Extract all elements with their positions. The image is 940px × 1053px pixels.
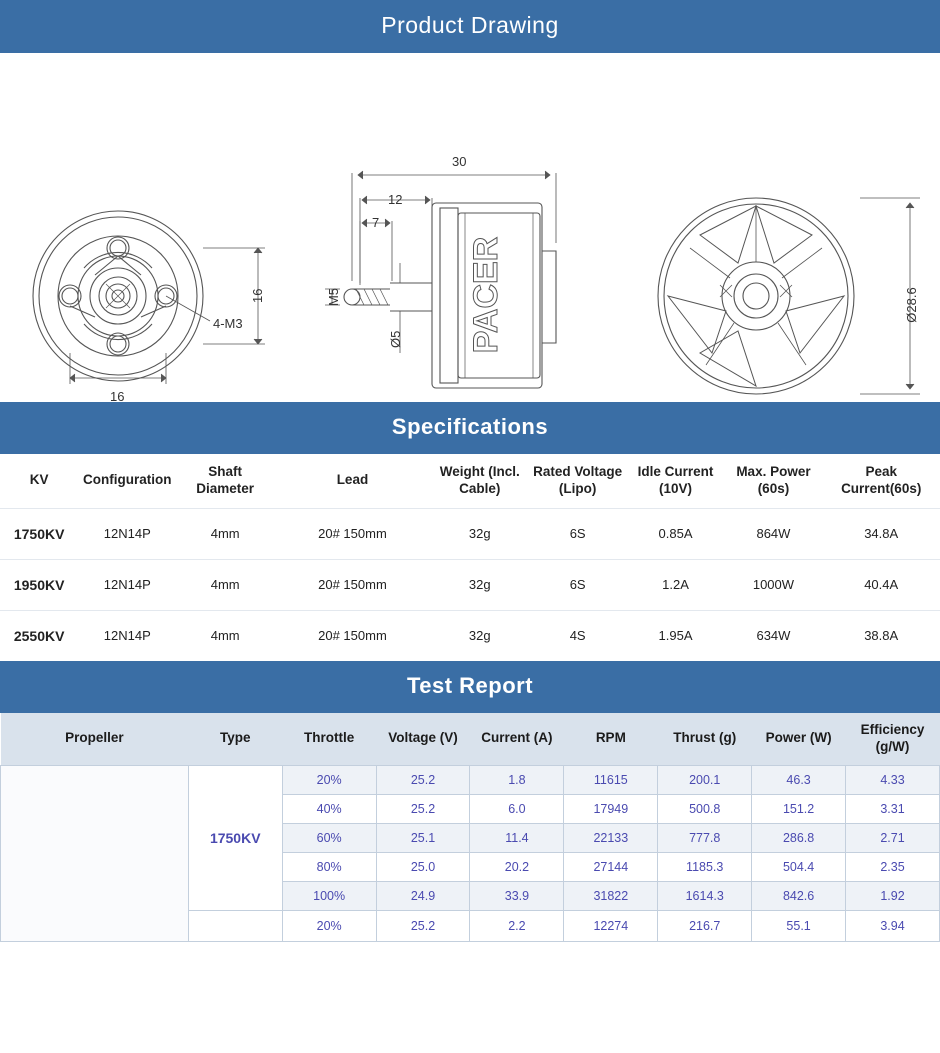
tr-col-efficiency: Efficiency (g/W) [846, 713, 940, 765]
tr-cell-efficiency: 4.33 [846, 765, 940, 794]
tr-cell-current: 33.9 [470, 881, 564, 910]
specifications-header: Specifications [0, 402, 940, 454]
test-report-row [1, 765, 940, 794]
tr-cell-rpm: 12274 [564, 910, 658, 941]
tr-col-throttle: Throttle [282, 713, 376, 765]
spec-cell-lead: 20# 150mm [274, 610, 431, 661]
spec-cell-config: 12N14P [78, 508, 176, 559]
spec-col-maxpower: Max. Power (60s) [725, 454, 823, 508]
tr-cell-current: 6.0 [470, 794, 564, 823]
tr-cell-thrust: 1185.3 [658, 852, 752, 881]
tr-cell-power: 842.6 [752, 881, 846, 910]
spec-cell-shaft: 4mm [176, 559, 274, 610]
tr-cell-current: 2.2 [470, 910, 564, 941]
test-report-table [0, 713, 940, 942]
tr-cell-power: 55.1 [752, 910, 846, 941]
tr-cell-propeller [1, 765, 189, 941]
tr-cell-throttle: 20% [282, 765, 376, 794]
spec-col-peak: Peak Current(60s) [822, 454, 940, 508]
spec-row [0, 508, 940, 559]
tr-cell-voltage: 25.1 [376, 823, 470, 852]
tr-col-power: Power (W) [752, 713, 846, 765]
spec-col-voltage: Rated Voltage (Lipo) [529, 454, 627, 508]
tr-cell-rpm: 31822 [564, 881, 658, 910]
spec-cell-voltage: 4S [529, 610, 627, 661]
tr-col-thrust: Thrust (g) [658, 713, 752, 765]
tr-cell-throttle: 60% [282, 823, 376, 852]
spec-cell-shaft: 4mm [176, 508, 274, 559]
tr-col-voltage: Voltage (V) [376, 713, 470, 765]
tr-col-type: Type [188, 713, 282, 765]
tr-cell-rpm: 17949 [564, 794, 658, 823]
tr-cell-efficiency: 3.31 [846, 794, 940, 823]
spec-col-lead: Lead [274, 454, 431, 508]
spec-cell-kv: 1950KV [0, 559, 78, 610]
tr-col-propeller: Propeller [1, 713, 189, 765]
spec-header-row [0, 454, 940, 508]
dim-bell-diameter: Ø28.6 [904, 287, 919, 323]
spec-cell-kv: 1750KV [0, 508, 78, 559]
dim-16-vertical: 16 [250, 288, 265, 303]
spec-cell-shaft: 4mm [176, 610, 274, 661]
tr-cell-efficiency: 2.35 [846, 852, 940, 881]
spec-cell-peak: 38.8A [822, 610, 940, 661]
spec-cell-kv: 2550KV [0, 610, 78, 661]
product-drawing-area [0, 53, 940, 402]
spec-col-shaft: Shaft Diameter [176, 454, 274, 508]
tr-cell-rpm: 22133 [564, 823, 658, 852]
tr-cell-rpm: 27144 [564, 852, 658, 881]
tr-cell-thrust: 1614.3 [658, 881, 752, 910]
spec-cell-maxpower: 1000W [725, 559, 823, 610]
tr-cell-voltage: 25.2 [376, 794, 470, 823]
tr-cell-current: 11.4 [470, 823, 564, 852]
tr-cell-current: 1.8 [470, 765, 564, 794]
spec-col-config: Configuration [78, 454, 176, 508]
dim-d5: Ø5 [388, 330, 403, 348]
spec-cell-weight: 32g [431, 610, 529, 661]
brand-text: PACER [467, 236, 505, 354]
dim-16-horizontal: 16 [110, 389, 125, 401]
spec-cell-config: 12N14P [78, 610, 176, 661]
tr-cell-thrust: 216.7 [658, 910, 752, 941]
tr-cell-power: 46.3 [752, 765, 846, 794]
tr-cell-power: 286.8 [752, 823, 846, 852]
tr-cell-voltage: 25.2 [376, 765, 470, 794]
test-report-header-row [1, 713, 940, 765]
spec-cell-maxpower: 864W [725, 508, 823, 559]
spec-row [0, 610, 940, 661]
tr-cell-throttle: 40% [282, 794, 376, 823]
spec-col-weight: Weight (Incl. Cable) [431, 454, 529, 508]
drawing-svg [0, 53, 940, 401]
tr-cell-voltage: 25.2 [376, 910, 470, 941]
dim-m5: M5 [326, 287, 341, 307]
tr-cell-throttle: 20% [282, 910, 376, 941]
tr-cell-power: 504.4 [752, 852, 846, 881]
dim-4-m3: 4-M3 [213, 316, 243, 331]
spec-cell-idle: 1.95A [627, 610, 725, 661]
tr-cell-throttle: 80% [282, 852, 376, 881]
spec-row [0, 559, 940, 610]
spec-cell-idle: 1.2A [627, 559, 725, 610]
tr-cell-efficiency: 1.92 [846, 881, 940, 910]
tr-cell-thrust: 200.1 [658, 765, 752, 794]
tr-cell-thrust: 500.8 [658, 794, 752, 823]
spec-cell-voltage: 6S [529, 559, 627, 610]
dim-12: 12 [388, 192, 403, 207]
spec-cell-config: 12N14P [78, 559, 176, 610]
tr-cell-type [188, 910, 282, 941]
spec-cell-weight: 32g [431, 559, 529, 610]
spec-cell-lead: 20# 150mm [274, 508, 431, 559]
spec-cell-peak: 34.8A [822, 508, 940, 559]
spec-cell-maxpower: 634W [725, 610, 823, 661]
tr-cell-rpm: 11615 [564, 765, 658, 794]
spec-cell-idle: 0.85A [627, 508, 725, 559]
dim-7: 7 [372, 215, 380, 230]
spec-cell-peak: 40.4A [822, 559, 940, 610]
spec-cell-lead: 20# 150mm [274, 559, 431, 610]
tr-cell-efficiency: 3.94 [846, 910, 940, 941]
test-report-header: Test Report [0, 661, 940, 713]
tr-col-current: Current (A) [470, 713, 564, 765]
spec-cell-voltage: 6S [529, 508, 627, 559]
tr-cell-power: 151.2 [752, 794, 846, 823]
tr-col-rpm: RPM [564, 713, 658, 765]
tr-cell-type: 1750KV [188, 765, 282, 910]
tr-cell-throttle: 100% [282, 881, 376, 910]
spec-col-kv: KV [0, 454, 78, 508]
specifications-table [0, 454, 940, 661]
tr-cell-voltage: 24.9 [376, 881, 470, 910]
dim-30: 30 [452, 154, 467, 169]
tr-cell-current: 20.2 [470, 852, 564, 881]
product-drawing-header: Product Drawing [0, 0, 940, 53]
spec-cell-weight: 32g [431, 508, 529, 559]
tr-cell-efficiency: 2.71 [846, 823, 940, 852]
tr-cell-voltage: 25.0 [376, 852, 470, 881]
spec-col-idle: Idle Current (10V) [627, 454, 725, 508]
tr-cell-thrust: 777.8 [658, 823, 752, 852]
